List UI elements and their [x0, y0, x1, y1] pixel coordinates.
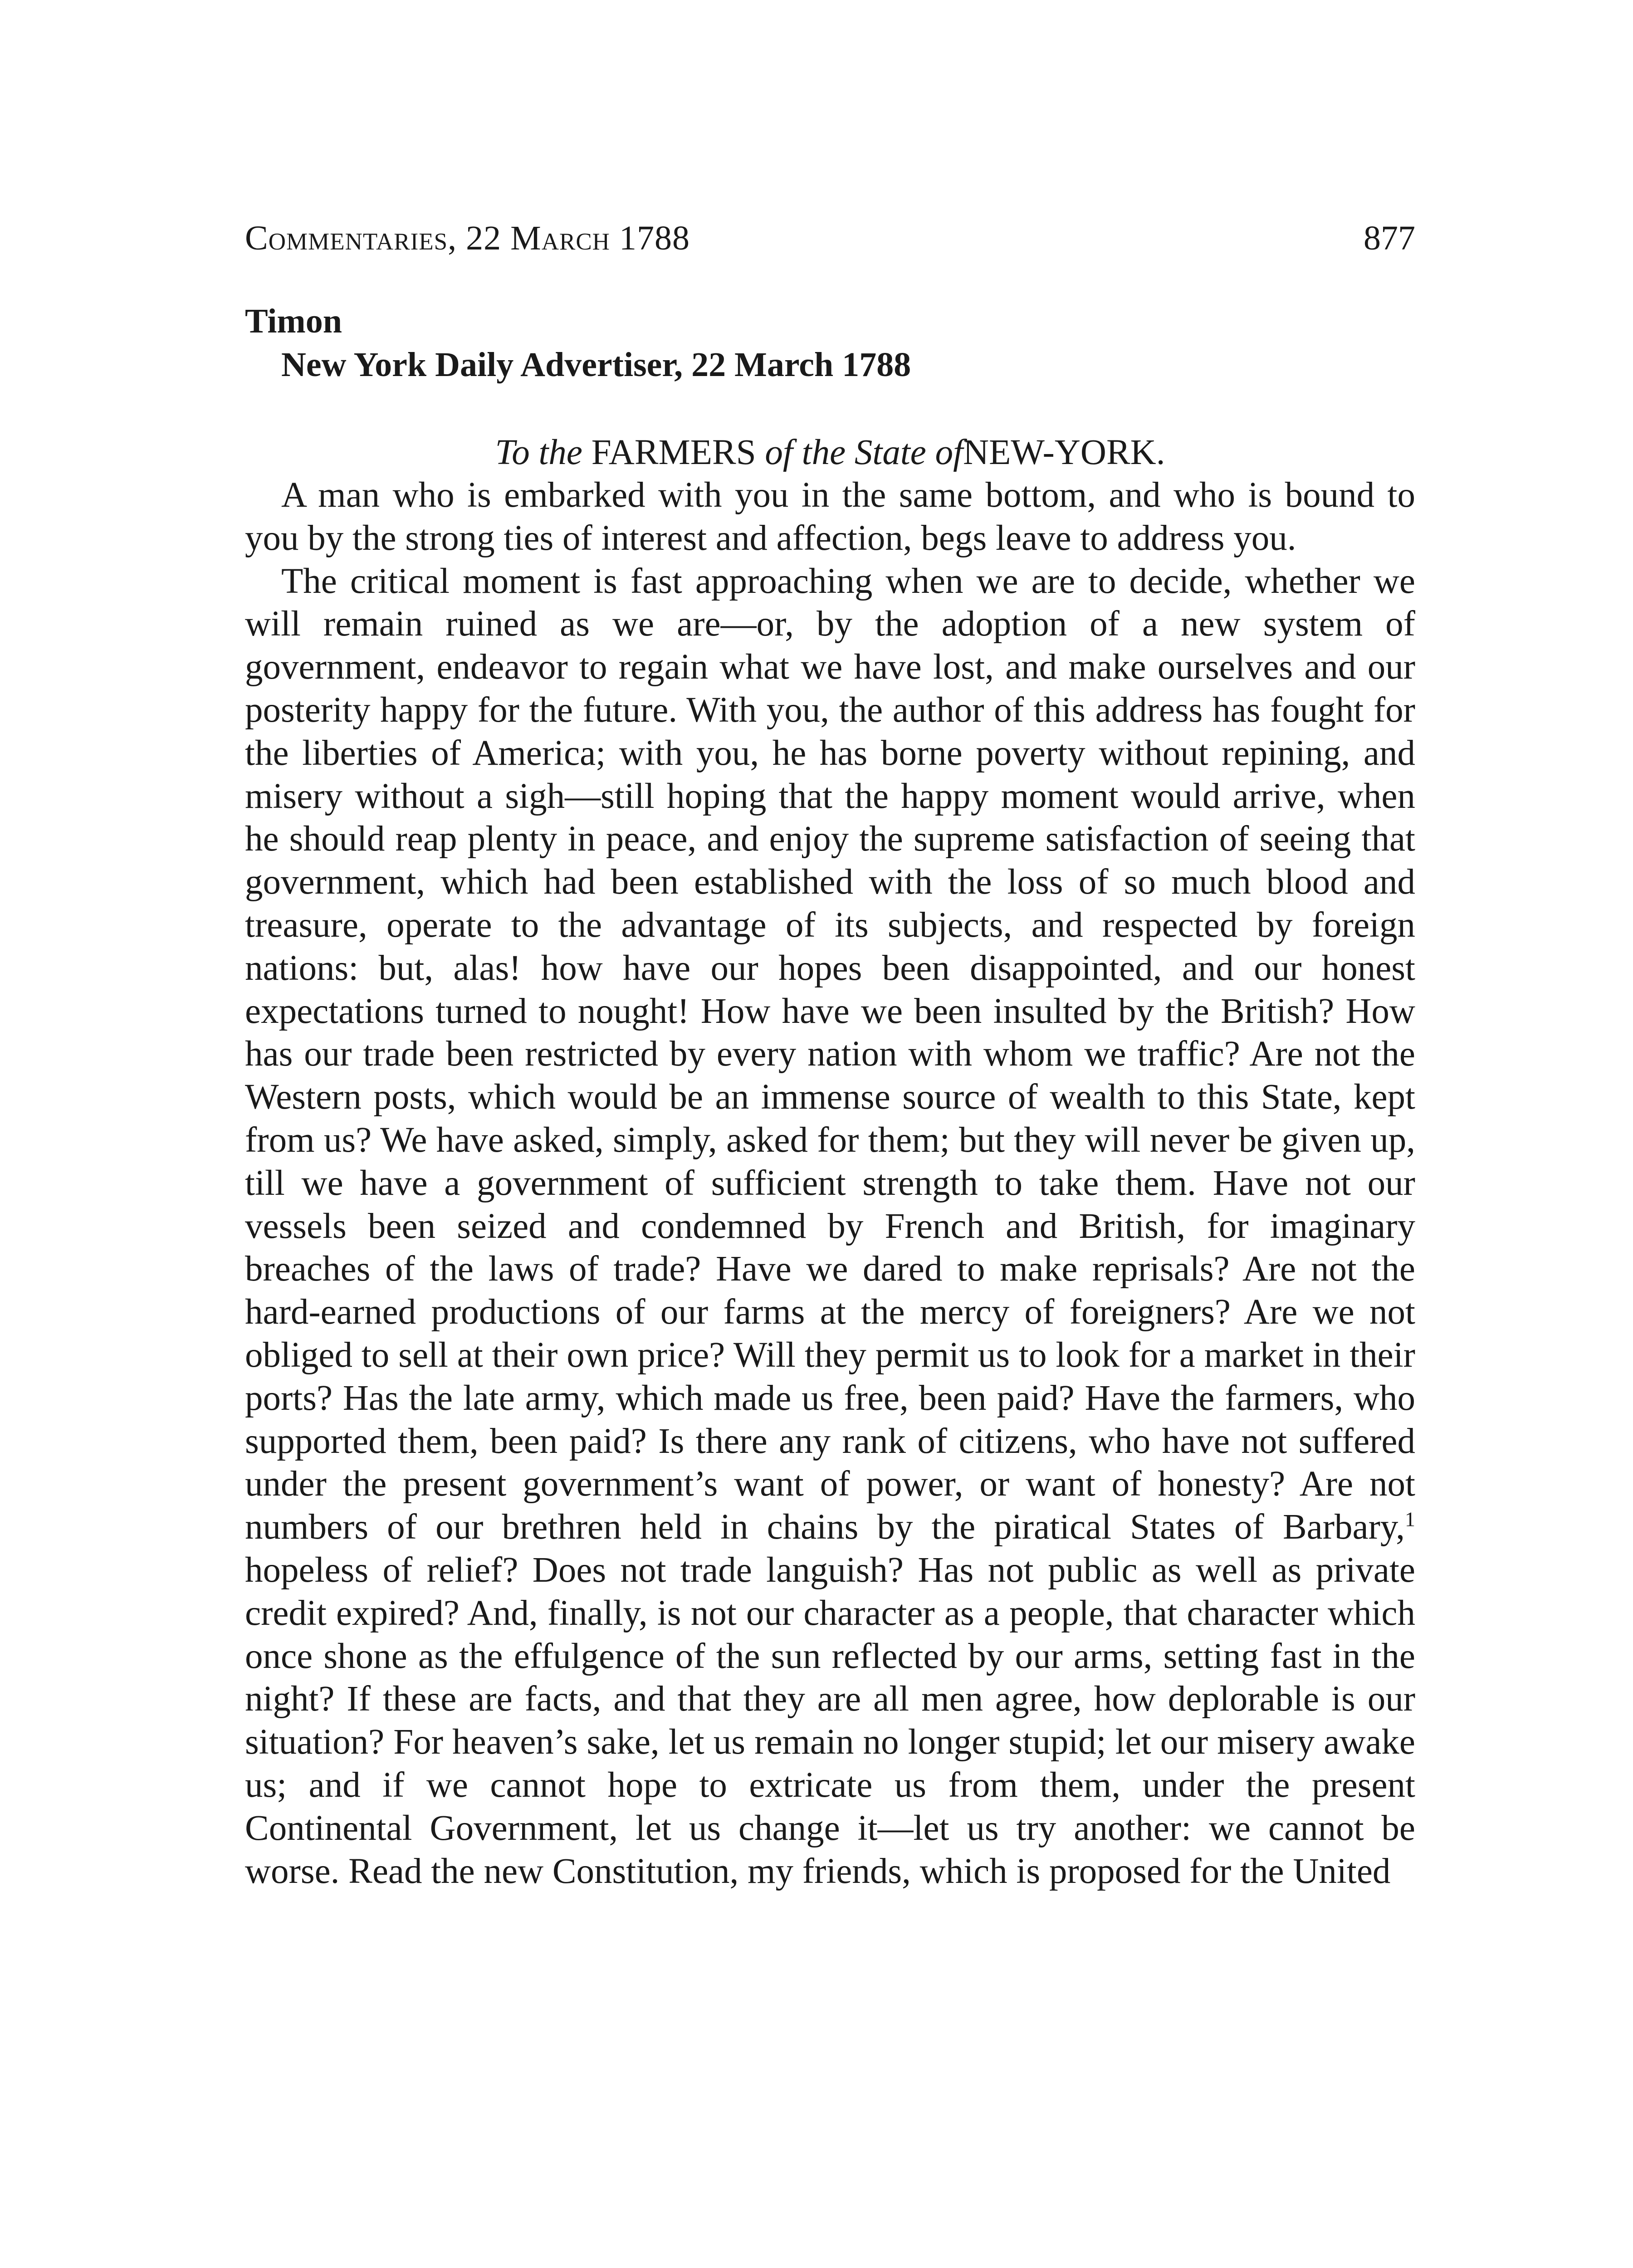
- article-byline: Timon: [245, 302, 342, 340]
- page-number: 877: [1364, 219, 1415, 257]
- paragraph-2-part-2: hopeless of relief? Does not trade languish? Has not public as well as private credit expired? And, finally, is not our character as a people, that character which once shone as the effulgence of the sun reflected by our arms, setting fast in the night? If these are facts, and that they are all men agree, how deplorable is our situation? For heaven’s sake, let us remain no longer stupid; let our misery awake us; and if we cannot hope to extricate us from them, under the present Continental Government, let us change it—let us try another: we cannot be worse. Read the new Constitution, my friends, which is proposed for the United: [245, 1550, 1415, 1891]
- paragraph-2-part-1: The critical moment is fast approaching when we are to decide, whether we will remain ruined as we are—or, by the adoption of a new system of government, endeavor to regain what we have lost, and make ourselves and our posterity happy for the future. With you, the author of this address has fought for the liberties of America; with you, he has borne poverty without repining, and misery without a sigh—still hoping that the happy moment would arrive, when he should reap plenty in peace, and enjoy the supreme satisfaction of seeing that government, which had been established with the loss of so much blood and treasure, operate to the advantage of its subjects, and respected by foreign nations: but, alas! how have our hopes been disappointed, and our honest expectations turned to nought! How have we been insulted by the British? How has our trade been restricted by every nation with whom we traffic? Are not the Western posts, which would be an immense source of wealth to this State, kept from us? We have asked, simply, asked for them; but they will never be given up, till we have a government of sufficient strength to take them. Have not our vessels been seized and condemned by French and British, for imaginary breaches of the laws of trade? Have we dared to make reprisals? Are not the hard-earned productions of our farms at the mercy of foreigners? Are we not obliged to sell at their own price? Will they permit us to look for a market in their ports? Has the late army, which made us free, been paid? Have the farmers, who supported them, been paid? Is there any rank of citizens, who have not suffered under the present government’s want of power, or want of honesty? Are not numbers of our brethren held in chains by the piratical States of Barbary,: [245, 561, 1415, 1547]
- article-body: [245, 474, 1415, 1893]
- address-farmers: FARMERS: [591, 433, 756, 472]
- running-head: Commentaries, 22 March 1788: [245, 219, 690, 257]
- address-state: NEW-YORK.: [963, 433, 1165, 472]
- address-line: [245, 431, 1415, 474]
- article-title-block: [245, 299, 1415, 386]
- page-header: [245, 213, 1415, 263]
- paragraph-1: A man who is embarked with you in the same bottom, and who is bound to you by the strong ties of interest and affection, begs leave to address you.: [245, 475, 1415, 558]
- address-to: To the: [495, 433, 582, 472]
- footnote-marker[interactable]: 1: [1405, 1507, 1415, 1531]
- article-source: New York Daily Advertiser, 22 March 1788: [281, 346, 911, 384]
- paragraph-2: [245, 560, 1415, 1893]
- address-of-the-state-of: of the State of: [765, 433, 963, 472]
